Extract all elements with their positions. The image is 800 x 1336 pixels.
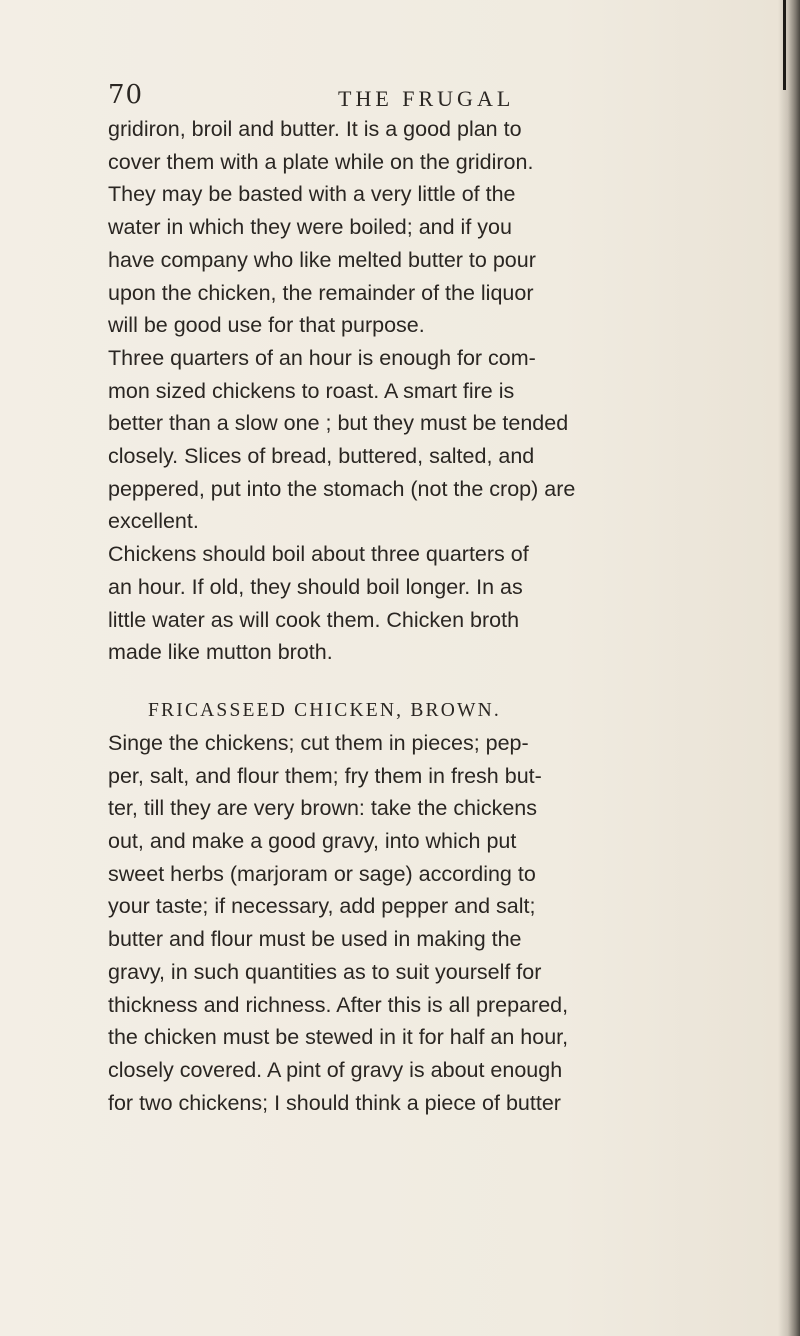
text-line: your taste; if necessary, add pepper and salt; xyxy=(108,894,536,919)
text-line: sweet herbs (marjoram or sage) according to xyxy=(108,861,536,886)
text-line: Chickens should boil about three quarters of xyxy=(108,542,529,567)
page-edge-line xyxy=(783,0,786,90)
text-line: out, and make a good gravy, into which put xyxy=(108,829,517,854)
text-line: better than a slow one ; but they must be tended xyxy=(108,411,569,436)
page-edge-shadow xyxy=(778,0,800,1336)
text-line: have company who like melted butter to pour xyxy=(108,247,536,272)
running-head: THE FRUGAL xyxy=(338,86,515,111)
text-line: butter and flour must be used in making the xyxy=(108,927,522,952)
paragraph-2 xyxy=(108,342,746,538)
text-line: made like mutton broth. xyxy=(108,640,333,665)
text-line: peppered, put into the stomach (not the crop) are xyxy=(108,476,576,501)
text-line: closely. Slices of bread, buttered, salted, and xyxy=(108,444,535,469)
text-line: an hour. If old, they should boil longer. In as xyxy=(108,574,523,599)
text-line: They may be basted with a very little of the xyxy=(108,182,516,207)
text-line: Three quarters of an hour is enough for com- xyxy=(108,345,536,370)
text-line: little water as will cook them. Chicken broth xyxy=(108,607,520,632)
text-line: for two chickens; I should think a piece of butter xyxy=(108,1090,561,1115)
text-line: gravy, in such quantities as to suit yourself for xyxy=(108,959,542,984)
paragraph-3 xyxy=(108,538,746,669)
text-line: closely covered. A pint of gravy is about enough xyxy=(108,1057,563,1082)
text-line: upon the chicken, the remainder of the liquor xyxy=(108,280,534,305)
text-line: mon sized chickens to roast. A smart fire is xyxy=(108,378,515,403)
text-line: Singe the chickens; cut them in pieces; pep- xyxy=(108,730,529,755)
section-paragraph xyxy=(108,727,746,1119)
text-line: gridiron, broil and butter. It is a good plan to xyxy=(108,117,522,141)
text-line: the chicken must be stewed in it for half an hour, xyxy=(108,1025,569,1050)
paragraph-1 xyxy=(108,113,746,342)
text-line: water in which they were boiled; and if you xyxy=(108,215,512,240)
text-line: per, salt, and flour them; fry them in fresh but- xyxy=(108,763,542,788)
page-number: 70 xyxy=(108,80,144,110)
text-line: excellent. xyxy=(108,509,199,534)
body-text xyxy=(108,113,746,1119)
text-line: cover them with a plate while on the gridiron. xyxy=(108,149,534,174)
text-line: ter, till they are very brown: take the chickens xyxy=(108,796,538,821)
text-line: will be good use for that purpose. xyxy=(108,313,425,338)
text-line: thickness and richness. After this is all prepared, xyxy=(108,992,569,1017)
section-title: FRICASSEED CHICKEN, BROWN. xyxy=(148,699,501,721)
